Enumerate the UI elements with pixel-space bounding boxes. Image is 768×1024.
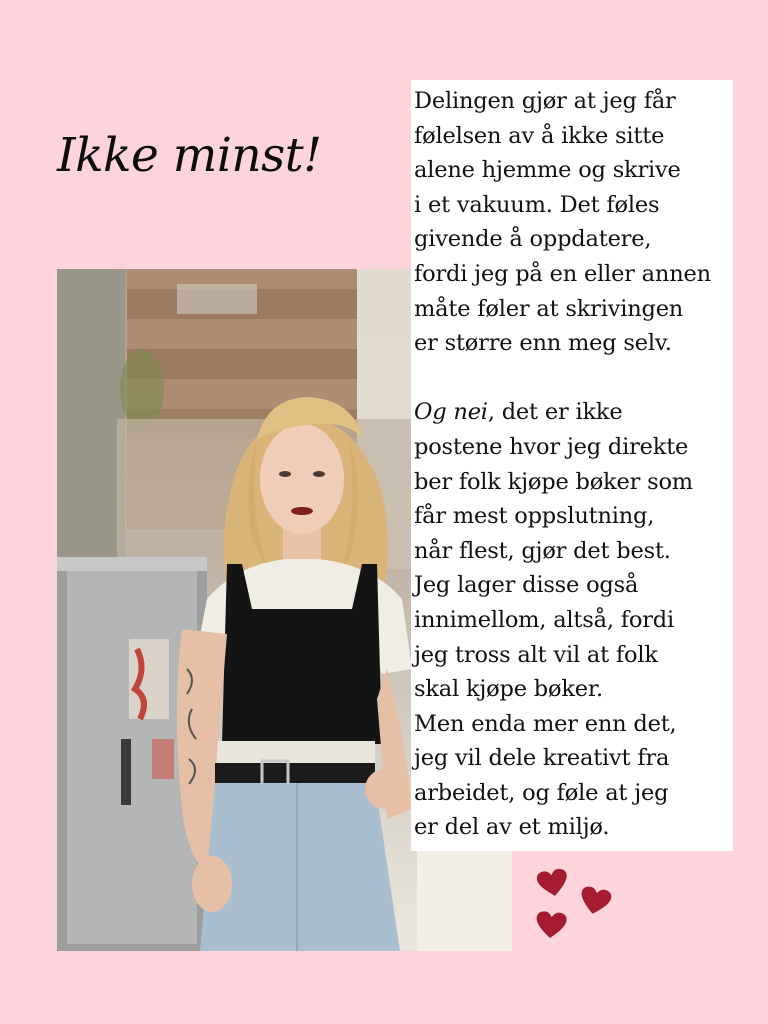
hearts-decoration	[530, 862, 620, 946]
paragraph-2-italic-lead: Og nei	[414, 399, 488, 426]
paragraph-2-rest: , det er ikke postene hvor jeg direkte ber folk kjøpe bøker som får mest oppslutning, når flest, gjør det best. Jeg lager disse også innimellom, altså, fordi jeg tross alt vil at folk skal kjøpe bøker. Men enda mer enn det, jeg vil dele kreativt fra arbeidet, og føle at jeg er del av et miljø.	[414, 399, 693, 841]
heart-icon	[578, 885, 613, 917]
text-panel	[411, 80, 733, 851]
heart-icon	[535, 911, 567, 940]
page-heading: Ikke minst!	[57, 128, 322, 183]
heart-icon	[536, 868, 570, 899]
paragraph-spacer	[414, 361, 733, 396]
paragraph-2	[414, 395, 733, 845]
paragraph-1: Delingen gjør at jeg får følelsen av å ikke sitte alene hjemme og skrive i et vakuum. Det føles givende å oppdatere, fordi jeg på en eller annen måte føler at skrivingen er større enn meg selv.	[414, 88, 711, 357]
